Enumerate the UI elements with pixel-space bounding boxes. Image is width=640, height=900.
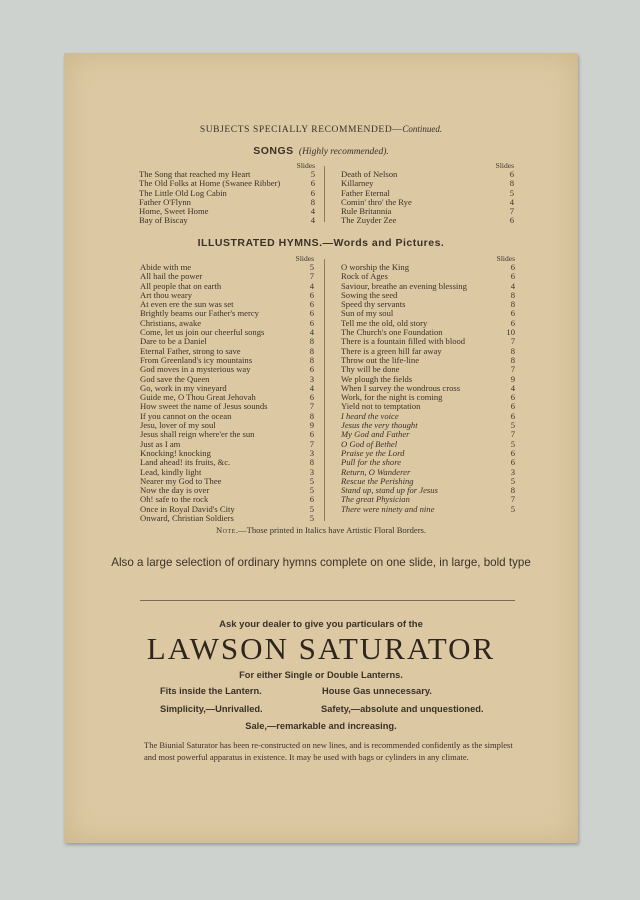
item-slides: 6 [510,410,515,421]
item-title: Speed thy servants [341,299,406,310]
list-item [140,514,314,523]
item-title: Land ahead! its fruits, &c. [140,457,231,468]
item-title: All people that on earth [140,280,222,291]
hymns-title: ILLUSTRATED HYMNS. [197,237,323,249]
item-slides: 4 [510,280,515,291]
item-slides: 8 [510,345,515,356]
item-title: Work, for the night is coming [341,392,443,403]
item-slides: 7 [309,401,314,412]
item-slides: 5 [510,438,515,449]
item-title: Nearer my God to Thee [140,475,222,486]
divider-rule [140,600,515,601]
item-slides: 6 [510,447,515,458]
item-slides: 8 [510,485,515,496]
item-title: Pull for the shore [341,457,402,468]
item-slides: 4 [309,280,314,291]
item-title: Killarney [341,178,374,189]
item-title: Jesus the very thought [341,420,418,431]
item-slides: 4 [509,196,514,207]
hymns-subtitle: —Words and Pictures. [322,237,445,249]
item-title: Dare to be a Daniel [140,336,207,347]
item-title: Jesu, lover of my soul [140,420,216,431]
column-divider [324,259,325,521]
item-title: There is a fountain filled with blood [341,336,466,347]
item-slides: 4 [310,206,315,217]
item-slides: 6 [510,401,515,412]
ad-line-lanterns: For either Single or Double Lanterns. [239,670,403,680]
ad-line-fits: Fits inside the Lantern. [160,686,262,696]
item-title: When I survey the wondrous cross [341,382,461,393]
item-slides: 5 [309,485,314,496]
item-slides: 6 [310,178,315,189]
item-title: We plough the fields [341,373,413,384]
also-text: Also a large selection of ordinary hymns complete on one slide, in large, bold type [111,556,531,569]
item-slides: 6 [309,299,314,310]
songs-subtitle: (Highly recommended). [298,147,389,157]
item-slides: 10 [506,327,515,338]
item-title: Abide with me [140,262,192,272]
column-divider [324,166,325,222]
item-slides: 5 [309,513,314,524]
item-title: Onward, Christian Soldiers [140,513,234,524]
item-slides: 7 [510,494,515,505]
item-slides: 4 [510,382,515,393]
item-title: Go, work in my vineyard [140,382,227,393]
ad-line-safety: Safety,—absolute and unquestioned. [321,704,484,714]
ad-line-sale: Sale,—remarkable and increasing. [245,721,397,731]
item-slides: 7 [510,336,515,347]
catalog-page [64,53,578,843]
note-label: Note [215,525,236,535]
item-title: Eternal Father, strong to save [140,345,241,356]
item-title: Now the day is over [140,485,210,496]
item-slides: 5 [310,169,315,179]
item-title: Oh! safe to the rock [140,494,209,505]
list-item [139,216,315,225]
list-item [341,216,514,225]
section-title [64,124,578,135]
item-slides: 5 [509,187,514,198]
item-title: Return, O Wanderer [341,466,411,477]
item-slides: 8 [510,354,515,365]
item-title: The Little Old Log Cabin [139,187,227,198]
item-title: Saviour, breathe an evening blessing [341,280,467,291]
item-slides: 6 [309,308,314,319]
item-slides: 4 [310,215,315,226]
item-slides: 4 [309,327,314,338]
item-slides: 5 [309,475,314,486]
list-item [341,505,515,514]
songs-list-right [341,161,514,226]
item-slides: 8 [510,299,515,310]
ad-ask: Ask your dealer to give you particulars of the [219,619,423,630]
item-slides: 5 [309,262,314,272]
item-title: Christians, awake [140,317,202,328]
item-slides: 9 [309,420,314,431]
item-title: From Greenland's icy mountains [140,354,253,365]
item-slides: 6 [309,494,314,505]
item-slides: 8 [309,345,314,356]
item-slides: 5 [309,503,314,514]
slides-header: Slides [296,161,315,170]
item-title: The Zuyder Zee [341,215,397,226]
ad-description: The Biunial Saturator has been re-constructed on new lines, and is recommended confidently as the simplest and most powerful apparatus in existence. It may be used with bags or cylinders in any climate. [144,740,513,762]
item-slides: 6 [510,271,515,282]
item-slides: 6 [510,392,515,403]
item-slides: 7 [510,429,515,440]
item-title: Throw out the life-line [341,354,420,365]
item-title: My God and Father [341,429,410,440]
item-title: Sun of my soul [341,308,394,319]
item-slides: 3 [309,466,314,477]
songs-list-left [139,161,315,226]
item-title: Brightly beams our Father's mercy [140,308,259,319]
item-title: Thy will be done [341,364,400,375]
item-slides: 6 [510,317,515,328]
continued-label: Continued. [402,124,443,134]
item-title: O worship the King [341,262,410,272]
item-title: The Song that reached my Heart [139,169,251,179]
item-title: Stand up, stand up for Jesus [341,485,438,496]
item-slides: 6 [309,317,314,328]
item-slides: 4 [309,382,314,393]
hymns-list-right [341,254,515,514]
item-slides: 6 [510,262,515,272]
item-title: Bay of Biscay [139,215,188,226]
item-title: There is a green hill far away [341,345,442,356]
item-slides: 8 [309,336,314,347]
item-title: Sowing the seed [341,289,398,300]
note [64,525,578,535]
item-slides: 6 [309,429,314,440]
item-title: Father O'Flynn [139,196,191,207]
item-slides: 9 [510,373,515,384]
item-title: I heard the voice [341,410,399,421]
item-slides: 8 [309,410,314,421]
slides-header: Slides [295,254,314,263]
item-title: Yield not to temptation [341,401,421,412]
item-slides: 7 [509,206,514,217]
item-slides: 6 [510,308,515,319]
hymns-list-left [140,254,314,523]
item-slides: 3 [309,373,314,384]
item-title: Lead, kindly light [140,466,202,477]
item-title: Praise ye the Lord [341,447,405,458]
item-title: Tell me the old, old story [341,317,428,328]
item-slides: 6 [309,289,314,300]
item-title: God moves in a mysterious way [140,364,251,375]
item-title: Just as I am [140,438,181,449]
section-title-text: SUBJECTS SPECIALLY RECOMMENDED— [199,125,403,135]
item-title: How sweet the name of Jesus sounds [140,401,268,412]
item-title: Art thou weary [140,289,193,300]
item-title: If you cannot on the ocean [140,410,232,421]
item-title: Come, let us join our cheerful songs [140,327,265,338]
item-title: There were ninety and nine [341,503,435,514]
item-title: Home, Sweet Home [139,206,209,217]
note-text: .—Those printed in Italics have Artistic Floral Borders. [235,525,427,535]
item-slides: 3 [309,447,314,458]
item-slides: 8 [509,178,514,189]
item-title: Rule Britannia [341,206,392,217]
item-title: The Church's one Foundation [341,327,443,338]
item-title: Comin' thro' the Rye [341,196,412,207]
ad-line-gas: House Gas unnecessary. [322,686,432,696]
item-slides: 6 [310,187,315,198]
item-slides: 6 [509,215,514,226]
ad-line-simplicity: Simplicity,—Unrivalled. [160,704,263,714]
slides-header: Slides [496,254,515,263]
songs-heading [64,145,578,157]
hymns-heading [64,237,578,249]
item-slides: 8 [310,196,315,207]
item-slides: 3 [510,466,515,477]
item-title: The Old Folks at Home (Swanee Ribber) [139,178,281,189]
item-title: Rescue the Perishing [341,475,414,486]
brand-name: LAWSON SATURATOR [146,631,496,666]
item-slides: 8 [510,289,515,300]
item-title: O God of Bethel [341,438,398,449]
item-title: At even ere the sun was set [140,299,234,310]
slides-header: Slides [495,161,514,170]
item-title: Knocking! knocking [140,447,211,458]
item-title: All hail the power [140,271,203,282]
item-title: Guide me, O Thou Great Jehovah [140,392,256,403]
item-slides: 6 [510,457,515,468]
item-slides: 8 [309,354,314,365]
songs-title: SONGS [253,145,294,157]
item-title: Rock of Ages [341,271,388,282]
item-slides: 6 [309,364,314,375]
item-slides: 7 [309,438,314,449]
item-slides: 5 [510,420,515,431]
item-slides: 8 [309,457,314,468]
item-slides: 6 [509,169,514,179]
item-slides: 5 [510,503,515,514]
item-title: Jesus shall reign where'er the sun [140,429,255,440]
item-title: Father Eternal [341,187,390,198]
item-title: Once in Royal David's City [140,503,235,514]
item-title: The great Physician [341,494,410,505]
item-slides: 5 [510,475,515,486]
item-title: Death of Nelson [341,169,398,179]
item-slides: 7 [510,364,515,375]
item-slides: 6 [309,392,314,403]
item-slides: 7 [309,271,314,282]
item-title: God save the Queen [140,373,210,384]
